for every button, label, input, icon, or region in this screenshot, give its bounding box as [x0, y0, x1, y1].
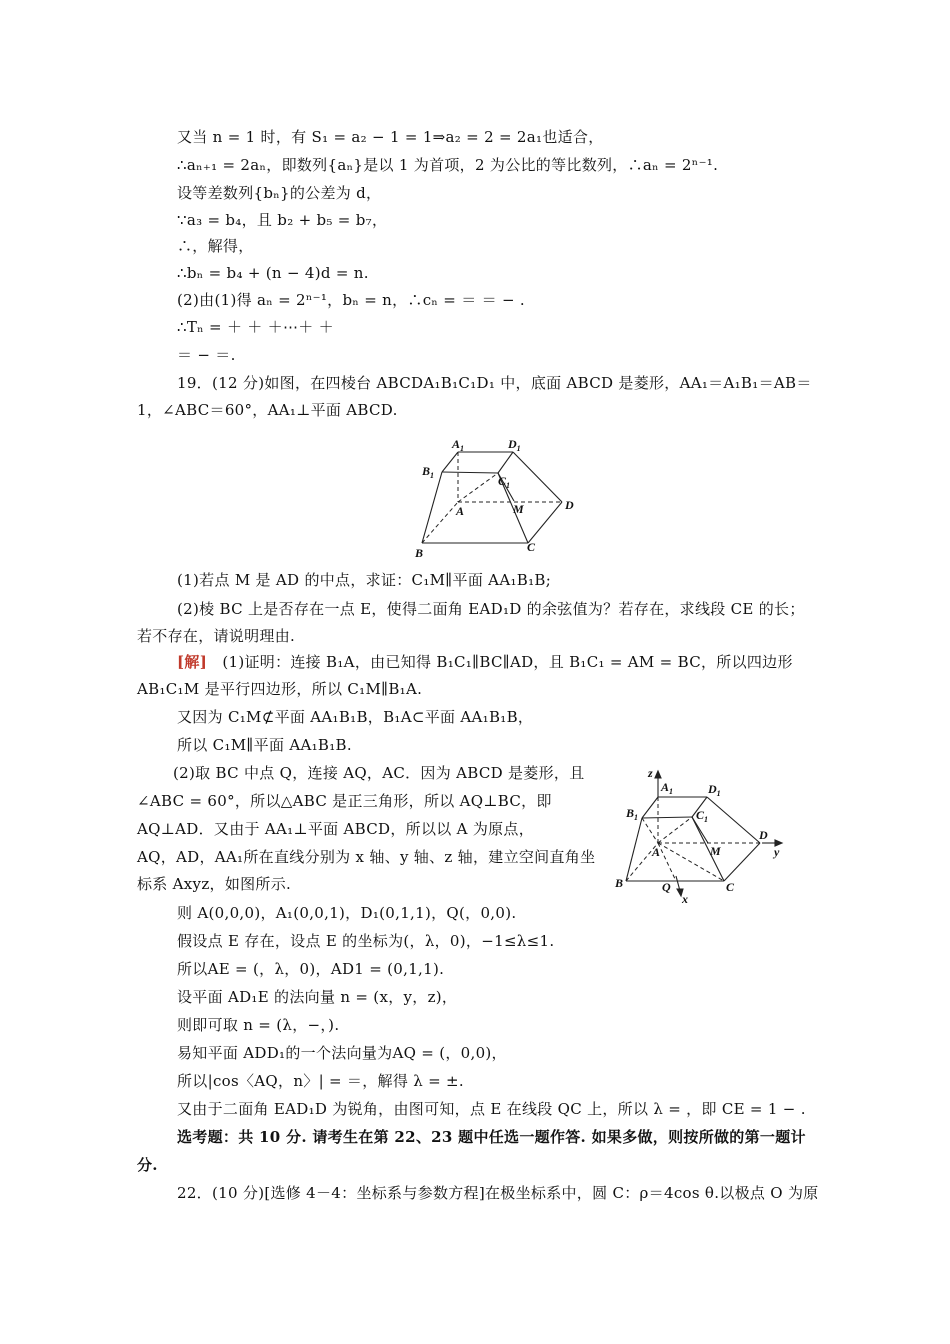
solution-line: AQ，AD，AA₁所在直线分别为 x 轴、y 轴、z 轴，建立空间直角坐 — [137, 848, 596, 866]
solution-tag: [解] — [177, 653, 208, 671]
edge — [442, 472, 498, 473]
edge — [442, 452, 458, 472]
text-line: ∴bₙ = b₄ + (n − 4)d = n. — [177, 264, 369, 282]
label-M: M — [513, 502, 524, 516]
edge — [528, 502, 562, 543]
text-line: ∴Tₙ = ＋ ＋ ＋⋯＋ ＋ — [177, 318, 334, 336]
text-line: 设等差数列{bₙ}的公差为 d， — [177, 184, 382, 202]
solution-line: 又由于二面角 EAD₁D 为锐角，由图可知，点 E 在线段 QC 上，所以 λ = ，即 CE = 1 − . — [177, 1100, 806, 1118]
text-line: ∴aₙ₊₁ = 2aₙ，即数列{aₙ}是以 1 为首项，2 为公比的等比数列，∴aₙ = 2ⁿ⁻¹. — [177, 156, 719, 174]
solution-line: 则即可取 n = (λ，−，). — [177, 1016, 340, 1034]
hidden-edge — [658, 817, 692, 843]
frustum-figure — [410, 433, 590, 561]
label-C1: $C_1$ — [498, 474, 511, 490]
part-2-question: 若不存在，请说明理由. — [137, 627, 296, 645]
solution-line: (2)取 BC 中点 Q，连接 AQ，AC．因为 ABCD 是菱形，且 — [173, 764, 585, 782]
solution-line: 所以 C₁M∥平面 AA₁B₁B. — [177, 736, 352, 754]
label-C1: $C_1$ — [696, 808, 709, 824]
hidden-edge — [642, 818, 658, 843]
edge — [642, 797, 658, 818]
text-line: (2)由(1)得 aₙ = 2ⁿ⁻¹，bₙ = n，∴cₙ = ＝ ＝ − . — [177, 291, 525, 309]
hidden-edge — [458, 473, 498, 502]
part-1-question: (1)若点 M 是 AD 的中点，求证：C₁M∥平面 AA₁B₁B; — [177, 571, 552, 589]
solution-line: 假设点 E 存在，设点 E 的坐标为(，λ，0)，−1≤λ≤1. — [177, 932, 555, 950]
label-A: A — [456, 504, 465, 518]
label-B1: $B_1$ — [422, 464, 435, 480]
label-Q: Q — [662, 880, 671, 894]
edge — [707, 797, 760, 843]
text-line: ＝ − ＝. — [177, 346, 236, 364]
solution-line: 标系 Axyz，如图所示. — [137, 875, 292, 893]
solution-line: 所以|cos〈AQ，n〉| = ＝，解得 λ = ±. — [177, 1072, 464, 1090]
solution-line: AQ⊥AD．又由于 AA₁⊥平面 ABCD，所以以 A 为原点， — [137, 820, 535, 838]
label-C: C — [726, 880, 735, 894]
edge — [513, 452, 562, 502]
coordinate-figure — [612, 763, 792, 905]
solution-line: 易知平面 ADD₁的一个法向量为AQ = (，0,0)， — [177, 1044, 507, 1062]
solution-line: 所以AE = (，λ，0)，AD1 = (0,1,1). — [177, 960, 445, 978]
elective-heading: 分. — [137, 1156, 158, 1174]
solution-line: 又因为 C₁M⊄平面 AA₁B₁B，B₁A⊂平面 AA₁B₁B， — [177, 708, 534, 726]
edge — [498, 452, 513, 473]
edge — [626, 818, 642, 881]
solution-text: (1)证明：连接 B₁A，由已知得 B₁C₁∥BC∥AD，且 B₁C₁ = AM = BC，所以四边形 — [222, 653, 793, 671]
text-line: 又当 n = 1 时，有 S₁ = a₂ − 1 = 1⇒a₂ = 2 = 2a₁也适合， — [177, 128, 604, 146]
question-19-line: 19．(12 分)如图，在四棱台 ABCDA₁B₁C₁D₁ 中，底面 ABCD 是菱形，AA₁＝A₁B₁＝AB＝ — [177, 374, 812, 392]
part-2-question: (2)棱 BC 上是否存在一点 E，使得二面角 EAD₁D 的余弦值为？若存在，求线段 CE 的长； — [177, 600, 805, 618]
text-line: ∴，解得， — [177, 237, 254, 255]
text-line: ∵a₃ = b₄，且 b₂ + b₅ = b₇， — [177, 211, 388, 229]
solution-line: 设平面 AD₁E 的法向量 n = (x，y，z)， — [177, 988, 458, 1006]
label-C: C — [527, 540, 536, 554]
solution-line: 则 A(0,0,0)，A₁(0,0,1)，D₁(0,1,1)，Q(，0,0). — [177, 904, 517, 922]
edge — [642, 817, 692, 818]
label-D: D — [565, 498, 574, 512]
elective-heading: 选考题：共 10 分. 请考生在第 22、23 题中任选一题作答. 如果多做，则按所做的第一题计 — [177, 1128, 806, 1146]
label-A: A — [652, 845, 661, 859]
label-y: y — [774, 845, 780, 859]
label-A1: $A_1$ — [661, 780, 674, 796]
label-B1: $B_1$ — [626, 806, 639, 822]
edge — [724, 843, 760, 881]
label-D: D — [759, 828, 768, 842]
label-A1: $A_1$ — [452, 437, 465, 453]
z-axis-arrow — [655, 771, 661, 778]
label-z: z — [648, 766, 653, 780]
label-D1: $D_1$ — [708, 782, 721, 798]
question-19-line: 1，∠ABC＝60°，AA₁⊥平面 ABCD. — [137, 401, 398, 419]
solution-line: ∠ABC = 60°，所以△ABC 是正三角形，所以 AQ⊥BC，即 — [137, 792, 552, 810]
solution-line: AB₁C₁M 是平行四边形，所以 C₁M∥B₁A. — [137, 680, 423, 698]
label-B: B — [415, 546, 424, 560]
label-D1: $D_1$ — [508, 437, 521, 453]
label-M: M — [710, 844, 721, 858]
label-B: B — [615, 876, 624, 890]
solution-line — [177, 652, 793, 672]
label-x: x — [682, 892, 688, 905]
question-22-line: 22．(10 分)[选修 4－4：坐标系与参数方程]在极坐标系中，圆 C：ρ＝4cos θ.以极点 O 为原 — [177, 1184, 819, 1202]
